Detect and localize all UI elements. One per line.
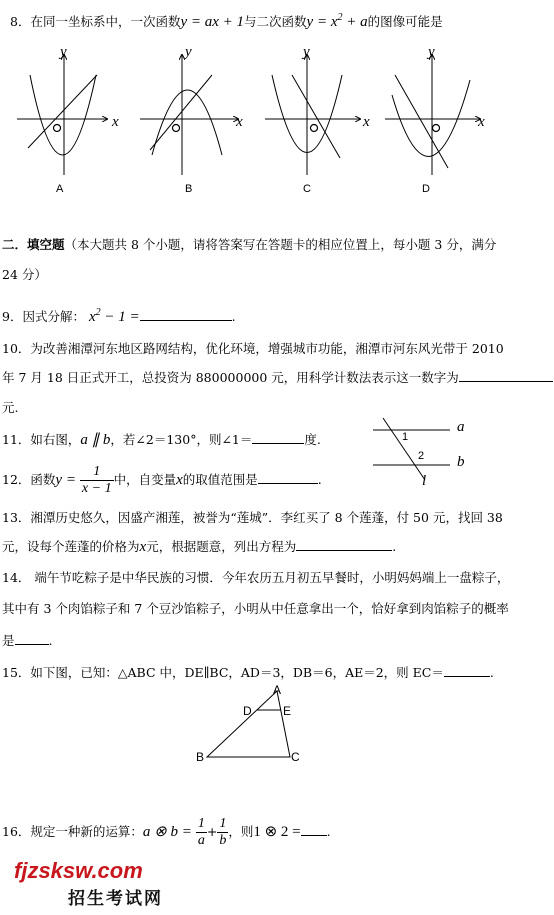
graph-b-x-label: x <box>236 114 243 130</box>
q11-line-l <box>383 418 425 480</box>
q13-x: x <box>139 539 147 555</box>
q9-expression <box>89 309 140 325</box>
q15-label-e: E <box>283 704 292 718</box>
q16-denominator-1: a <box>197 833 205 848</box>
graph-a-origin-mark <box>54 125 61 132</box>
q13-line2c: . <box>392 539 397 554</box>
q12-x: x <box>176 472 183 488</box>
q8-text-a: 在同一坐标系中，一次函数 <box>30 14 181 29</box>
q16-text-b: ，则 <box>228 824 254 839</box>
q9-expr-base: x <box>88 309 96 325</box>
q12-y: y = <box>55 472 76 488</box>
q12-text-c: 的取值范围是 <box>182 472 258 487</box>
q11-label-l: l <box>422 473 427 489</box>
q9-answer-blank <box>140 308 232 321</box>
q11-angle-2: 2 <box>418 450 425 462</box>
q16-fraction-1 <box>196 816 207 849</box>
q11-relation: a ∥ b <box>80 432 111 448</box>
q10-answer-blank <box>459 369 553 382</box>
q16-plus: + <box>206 824 218 839</box>
q9-expr-exp: 2 <box>95 307 101 318</box>
q10-line1: 10．为改善湘潭河东地区路网结构，优化环境，增强城市功能，湘潭市河东风光带于 2010 <box>2 341 504 356</box>
q9-expr-tail: − 1 = <box>100 309 140 325</box>
q13-line2 <box>2 538 396 556</box>
graph-a-y-label: y <box>60 44 67 60</box>
q16 <box>2 814 331 850</box>
q16-text-c: . <box>326 824 331 839</box>
q15-text: 15．如下图，已知：△ABC 中，DE∥BC，AD＝3，DB＝6，AE＝2，则 EC＝ <box>2 665 444 680</box>
graph-d <box>385 55 480 175</box>
q16-lhs: a ⊗ b = <box>142 824 192 840</box>
graph-a-x-label: x <box>112 114 119 130</box>
q12-text-b: 中，自变量 <box>113 472 177 487</box>
q16-text-a: 16．规定一种新的运算： <box>2 824 143 839</box>
graph-b-y-label: y <box>185 44 192 60</box>
graph-c-label: C <box>303 183 311 195</box>
q11-label-b: b <box>457 454 465 470</box>
q16-numerator-1: 1 <box>197 816 205 831</box>
q12-fraction <box>80 464 114 497</box>
q15-label-d: D <box>243 704 252 718</box>
graph-c-y-label: y <box>303 44 310 60</box>
q12-denominator: x − 1 <box>81 481 112 496</box>
q13-line2b: 元，根据题意，列出方程为 <box>146 539 297 554</box>
q16-expression: 1 ⊗ 2 = <box>253 824 301 840</box>
q15-label-a: A <box>273 683 282 697</box>
q12-answer-blank <box>258 471 318 484</box>
q12-numerator: 1 <box>80 464 114 481</box>
q8-text-c: 的图像可能是 <box>367 14 443 29</box>
graph-c-origin-mark <box>311 125 318 132</box>
graph-d-y-label: y <box>428 44 435 60</box>
q11-label-a: a <box>457 419 465 435</box>
section2-desc-line1: （本大题共 8 个小题，请将答案写在答题卡的相应位置上，每小题 3 分，满分 <box>64 237 497 252</box>
q16-numerator-2: 1 <box>219 816 227 831</box>
graph-c <box>265 55 360 175</box>
q8-graphs <box>0 40 554 240</box>
q14-line1: 14． 端午节吃粽子是中华民族的习惯．今年农历五月初五早餐时，小明妈妈端上一盘粽子， <box>2 570 510 585</box>
q11-answer-blank <box>252 431 304 444</box>
q9-number: 9． <box>2 309 23 324</box>
q11-text-b: ，若∠2＝130°，则∠1＝ <box>110 432 253 447</box>
q8-number: 8． <box>10 14 31 29</box>
q12 <box>2 462 322 498</box>
q16-denominator-2: b <box>219 833 227 848</box>
graph-b-parabola <box>152 90 222 155</box>
q13-line2a: 元，设每个莲蓬的价格为 <box>2 539 140 554</box>
q8-stem <box>10 9 443 31</box>
q14-answer-blank <box>15 632 49 645</box>
q8-linear-function: y = ax + 1 <box>180 14 245 30</box>
graph-c-x-label: x <box>363 114 370 130</box>
q15 <box>2 664 494 682</box>
section2-header <box>2 236 496 254</box>
q11-angle-1: 1 <box>402 431 409 443</box>
q14-line2: 其中有 3 个肉馅粽子和 7 个豆沙馅粽子，小明从中任意拿出一个，恰好拿到肉馅粽子的概率 <box>2 601 509 616</box>
graph-b-origin-mark <box>173 125 180 132</box>
watermark-name: 招生考试网 <box>68 889 163 909</box>
graph-d-parabola <box>392 80 470 156</box>
q12-text-d: . <box>317 472 322 487</box>
graph-d-label: D <box>422 183 430 195</box>
q11-text-a: 11．如右图， <box>2 432 81 447</box>
graph-d-origin-mark <box>433 125 440 132</box>
graph-a <box>17 55 107 175</box>
q8-func2-tail: + a <box>342 14 368 30</box>
watermark-site-logo <box>14 858 143 884</box>
section2-title: 二．填空题 <box>2 237 65 252</box>
q8-func2-exp: 2 <box>337 12 343 23</box>
q14-line3b: . <box>48 633 53 648</box>
graph-a-label: A <box>56 183 64 195</box>
q14-line3 <box>2 632 53 650</box>
graph-c-line <box>292 75 340 158</box>
q10-line3: 元. <box>2 400 19 415</box>
q8-text-b: 与二次函数 <box>244 14 307 29</box>
q14-line3a: 是 <box>2 633 15 648</box>
q11-text-c: 度. <box>304 432 321 447</box>
q12-text-a: 12．函数 <box>2 472 56 487</box>
q13-answer-blank <box>296 538 392 551</box>
q13-line1: 13．湘潭历史悠久，因盛产湘莲，被誉为“莲城”．李红买了 8 个莲蓬，付 50 元，找回 38 <box>2 510 503 525</box>
watermark-site: fjzsksw.com <box>14 858 143 883</box>
section2-desc-line2: 24 分） <box>2 267 47 282</box>
q15-triangle-abc <box>207 691 290 757</box>
q10-line2-text: 年 7 月 18 日正式开工，总投资为 880000000 元，用科学计数法表示这一数字为 <box>2 370 459 385</box>
q15-text-end: . <box>489 665 494 680</box>
graph-d-x-label: x <box>478 114 485 130</box>
q15-label-b: B <box>196 750 205 764</box>
q15-answer-blank <box>444 664 490 677</box>
q15-label-c: C <box>291 750 300 764</box>
graph-b-label: B <box>185 183 193 195</box>
q10-line2 <box>2 369 553 387</box>
q16-fraction-2 <box>217 816 228 849</box>
q16-answer-blank <box>301 823 327 836</box>
q9: 9．因式分解： $x^2 - 1$ = . <box>2 307 236 325</box>
q11-figure <box>365 418 495 498</box>
q8-func2-base: y = x <box>306 14 338 30</box>
q9-text: 因式分解： <box>22 309 85 324</box>
q8-quadratic-function <box>307 14 368 30</box>
graph-b-line <box>150 75 212 150</box>
q11 <box>2 431 321 449</box>
graph-b <box>140 55 238 175</box>
